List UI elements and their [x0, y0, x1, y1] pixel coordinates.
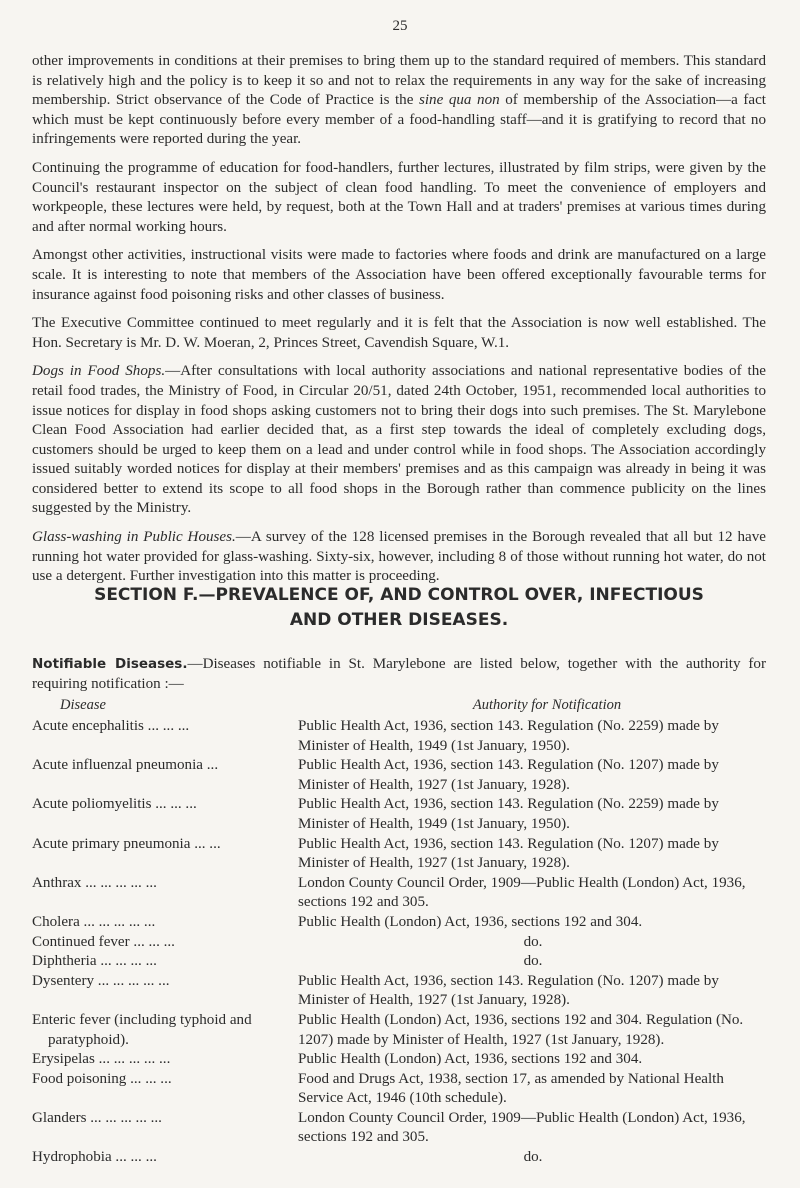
disease-name: Acute primary pneumonia ... ...: [32, 835, 221, 852]
table-row: [32, 756, 768, 795]
disease-cell: [32, 972, 298, 1011]
table-row: [32, 952, 768, 972]
column-header-disease: Disease: [60, 697, 106, 713]
dogs-title: Dogs in Food Shops.: [32, 363, 166, 380]
paragraph-dogs: [32, 362, 766, 519]
disease-cell: [32, 795, 298, 834]
paragraph-education: Continuing the programme of education for food-handlers, further lectures, illustrated by film strips, were given by the Council's restaurant inspector on the subject of clean food handling. To meet the convenience of employers and workpeople, these lectures were held, by request, both at the Town Hall and at traders' premises at various times during and after normal working hours.: [32, 159, 766, 235]
paragraph-standards: [32, 52, 766, 150]
section-heading: [32, 583, 766, 633]
table-row: [32, 913, 768, 933]
disease-name: Enteric fever (including typhoid and paratyphoid).: [32, 1011, 252, 1048]
table-row: [32, 717, 768, 756]
disease-cell: [32, 913, 298, 933]
authority-cell: Public Health Act, 1936, section 143. Regulation (No. 1207) made by Minister of Health, 1927 (1st January, 1928).: [298, 835, 719, 872]
disease-name: Hydrophobia ... ... ...: [32, 1149, 157, 1166]
section-heading-line2: AND OTHER DISEASES.: [289, 610, 509, 630]
paragraph-executive: The Executive Committee continued to meet regularly and it is felt that the Association is now well established. The Hon. Secretary is Mr. D. W. Moeran, 2, Princes Street, Cavendish Square, W.1.: [32, 315, 766, 351]
authority-cell: do.: [523, 953, 543, 970]
authority-cell: do.: [523, 1149, 543, 1166]
disease-cell: [32, 717, 298, 756]
disease-cell: [32, 1050, 298, 1070]
disease-name: Diphtheria ... ... ... ...: [32, 953, 157, 970]
latin-phrase: sine qua non: [418, 92, 500, 109]
table-row: [32, 1050, 768, 1070]
authority-cell: Public Health Act, 1936, section 143. Regulation (No. 2259) made by Minister of Health, 1949 (1st January, 1950).: [298, 718, 719, 754]
disease-name: Erysipelas ... ... ... ... ...: [32, 1051, 171, 1068]
table-row: [32, 1011, 768, 1050]
disease-cell: [32, 1070, 298, 1109]
disease-cell: [32, 952, 298, 972]
notifiable-lead: Notifiable Diseases.: [32, 656, 188, 672]
disease-cell: [32, 835, 298, 874]
disease-cell: [32, 874, 298, 913]
notifiable-text: —Diseases notifiable in St. Marylebone are listed below, together with the authority for requiring notification :—: [32, 656, 766, 692]
disease-cell: [32, 756, 298, 795]
disease-name: Anthrax ... ... ... ... ...: [32, 874, 157, 891]
authority-cell: Public Health Act, 1936, section 143. Regulation (No. 1207) made by Minister of Health, 1927 (1st January, 1928).: [298, 757, 719, 793]
authority-cell: Public Health Act, 1936, section 143. Regulation (No. 1207) made by Minister of Health, 1927 (1st January, 1928).: [298, 972, 719, 1009]
disease-name: Food poisoning ... ... ...: [32, 1070, 172, 1087]
glass-text: —A survey of the 128 licensed premises in the Borough revealed that all but 12 have running hot water provided for glass-washing. Sixty-six, however, including 8 of those without running hot water, do not use a detergent. Further investigation into this matter is proceeding.: [32, 529, 766, 585]
section-heading-line1: SECTION F.—PREVALENCE OF, AND CONTROL OVER, INFECTIOUS: [94, 585, 704, 605]
table-row: [32, 1109, 768, 1148]
table-row: [32, 795, 768, 834]
disease-name: Acute influenzal pneumonia ...: [32, 757, 219, 774]
paragraph-glass: [32, 528, 766, 587]
authority-cell: Public Health Act, 1936, section 143. Regulation (No. 2259) made by Minister of Health, 1949 (1st January, 1950).: [298, 796, 719, 832]
authority-cell: Public Health (London) Act, 1936, sections 192 and 304. Regulation (No. 1207) made by Minister of Health, 1927 (1st January, 1928).: [298, 1011, 744, 1048]
paragraph-activities: Amongst other activities, instructional visits were made to factories where foods and drink are manufactured on a large scale. It is interesting to note that members of the Association have been offered exceptionally favourable terms for insurance against food poisoning risks and other classes of business.: [32, 247, 766, 303]
table-row: [32, 835, 768, 874]
authority-cell: Public Health (London) Act, 1936, sections 192 and 304.: [298, 1051, 643, 1068]
table-row: [32, 1148, 768, 1168]
body-text: [32, 52, 766, 596]
disease-name: Acute poliomyelitis ... ... ...: [32, 796, 197, 813]
paragraph-standards-part1: other improvements in conditions at their premises to bring them up to the standard required of members. This standard is relatively high and the policy is to keep it so and not to relax the requirements in any way for the sake of increasing membership. Strict observance of the Code of Practice is the: [32, 53, 766, 109]
column-header-authority: Authority for Notification: [472, 697, 622, 713]
authority-cell: London County Council Order, 1909—Public Health (London) Act, 1936, sections 192 and 305.: [298, 1109, 746, 1146]
disease-name: Dysentery ... ... ... ... ...: [32, 972, 170, 989]
disease-name: Continued fever ... ... ...: [32, 933, 175, 950]
dogs-text: —After consultations with local authority associations and national representative bodies of the retail food trades, the Ministry of Food, in Circular 20/51, dated 24th October, 1951, recommended local authorities to issue notices for display in food shops asking customers not to bring their dogs into such premises. The St. Marylebone Clean Food Association had earlier decided that, as a first step towards the ideal of completely excluding dogs, customers should be urged to keep them on a lead and under control while in food shops. The Association accordingly issued suitably worded notices for display at their members' premises and as this campaign was already in being it was considered better to extend its scope to all food shops in the Borough rather than commence publicity on the lines suggested by the Ministry.: [32, 363, 766, 517]
disease-cell: [32, 1148, 298, 1168]
table-row: [32, 972, 768, 1011]
disease-name: Acute encephalitis ... ... ...: [32, 718, 190, 734]
disease-cell: [32, 1109, 298, 1148]
page-number: 25: [392, 18, 408, 34]
authority-cell: Food and Drugs Act, 1938, section 17, as amended by National Health Service Act, 1946 (10th schedule).: [298, 1070, 724, 1107]
table-row: [32, 874, 768, 913]
authority-cell: Public Health (London) Act, 1936, sections 192 and 304.: [298, 913, 643, 930]
paragraph-standards-part2: of membership of the Association—a fact which must be kept continuously before every member of a food-handling staff—and it is gratifying to record that no infringements were reported during the year.: [32, 92, 766, 148]
disease-name: Glanders ... ... ... ... ...: [32, 1109, 162, 1126]
glass-title: Glass-washing in Public Houses.: [32, 529, 236, 546]
notifiable-intro: [32, 655, 766, 694]
disease-cell: [32, 933, 298, 953]
disease-name: Cholera ... ... ... ... ...: [32, 913, 156, 930]
diseases-table: [32, 717, 768, 1168]
table-row: [32, 933, 768, 953]
table-row: [32, 1070, 768, 1109]
authority-cell: London County Council Order, 1909—Public Health (London) Act, 1936, sections 192 and 305.: [298, 874, 746, 911]
authority-cell: do.: [523, 933, 543, 950]
disease-cell: [32, 1011, 298, 1050]
